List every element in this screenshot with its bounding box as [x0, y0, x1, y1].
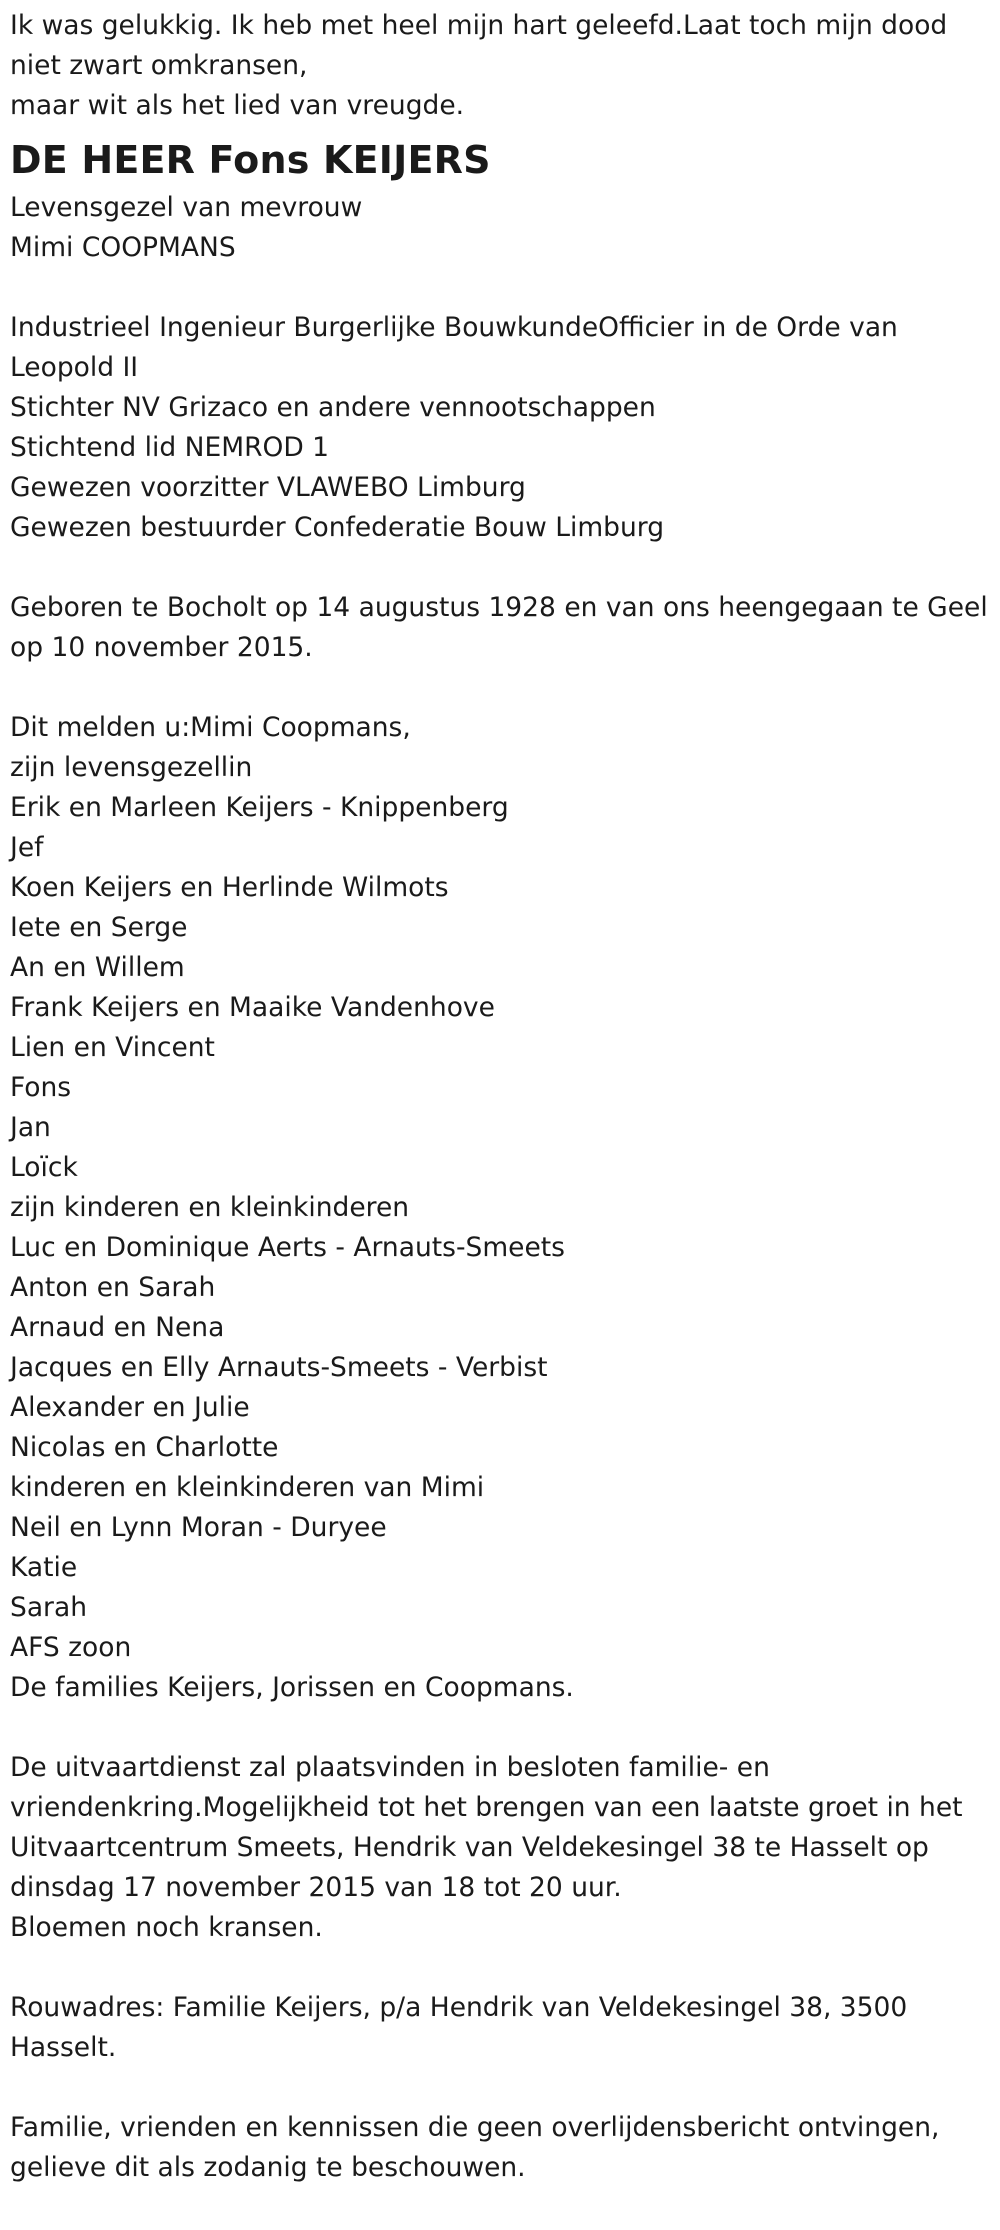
family-section	[10, 708, 990, 1708]
family-line: Jan	[10, 1112, 51, 1143]
function-line: Industrieel Ingenieur Burgerlijke BouwkundeOfficier in de Orde van	[10, 312, 898, 343]
family-line: Neil en Lynn Moran - Duryee	[10, 1512, 387, 1543]
quote-line: niet zwart omkransen,	[10, 50, 308, 81]
family-line: kinderen en kleinkinderen van Mimi	[10, 1472, 485, 1503]
family-line: Loïck	[10, 1152, 78, 1183]
family-line: Nicolas en Charlotte	[10, 1432, 279, 1463]
spacer	[10, 1948, 990, 1988]
closing-line: Familie, vrienden en kennissen die geen overlijdensbericht ontvingen,	[10, 2112, 940, 2143]
funeral-line: Uitvaartcentrum Smeets, Hendrik van Veldekesingel 38 te Hasselt op	[10, 1832, 929, 1863]
family-line: Lien en Vincent	[10, 1032, 215, 1063]
family-line: Fons	[10, 1072, 72, 1103]
family-line: zijn kinderen en kleinkinderen	[10, 1192, 410, 1223]
funeral-line: De uitvaartdienst zal plaatsvinden in besloten familie- en	[10, 1752, 770, 1783]
family-line: Erik en Marleen Keijers - Knippenberg	[10, 792, 509, 823]
closing-section	[10, 2108, 990, 2188]
funeral-line: dinsdag 17 november 2015 van 18 tot 20 uur.	[10, 1872, 622, 1903]
quote-line: Ik was gelukkig. Ik heb met heel mijn hart geleefd.Laat toch mijn dood	[10, 10, 948, 41]
spacer	[10, 1708, 990, 1748]
family-line: Jef	[10, 832, 44, 863]
family-line: Katie	[10, 1552, 78, 1583]
function-line: Stichtend lid NEMROD 1	[10, 432, 330, 463]
birth-death-line: op 10 november 2015.	[10, 632, 313, 663]
family-line: Arnaud en Nena	[10, 1312, 225, 1343]
address-line: Hasselt.	[10, 2032, 117, 2063]
address-line: Rouwadres: Familie Keijers, p/a Hendrik van Veldekesingel 38, 3500	[10, 1992, 908, 2023]
funeral-section	[10, 1748, 990, 1948]
quote-line: maar wit als het lied van vreugde.	[10, 90, 465, 121]
spacer	[10, 268, 990, 308]
function-line: Stichter NV Grizaco en andere vennootschappen	[10, 392, 656, 423]
spacer	[10, 668, 990, 708]
address-section	[10, 1988, 990, 2068]
spacer	[10, 548, 990, 588]
family-line: Sarah	[10, 1592, 87, 1623]
family-line: AFS zoon	[10, 1632, 132, 1663]
opening-quote	[10, 6, 990, 126]
family-line: Anton en Sarah	[10, 1272, 216, 1303]
family-line: De families Keijers, Jorissen en Coopmans.	[10, 1672, 574, 1703]
titles-functions-section	[10, 308, 990, 548]
family-line: Dit melden u:Mimi Coopmans,	[10, 712, 411, 743]
family-line: An en Willem	[10, 952, 185, 983]
spacer	[10, 2068, 990, 2108]
function-line: Gewezen bestuurder Confederatie Bouw Limburg	[10, 512, 665, 543]
family-line: Jacques en Elly Arnauts-Smeets - Verbist	[10, 1352, 548, 1383]
funeral-line: vriendenkring.Mogelijkheid tot het brengen van een laatste groet in het	[10, 1792, 963, 1823]
funeral-line: Bloemen noch kransen.	[10, 1912, 323, 1943]
partner-section	[10, 188, 990, 268]
family-line: Iete en Serge	[10, 912, 188, 943]
deceased-name-title: DE HEER Fons KEIJERS	[10, 138, 491, 182]
family-line: zijn levensgezellin	[10, 752, 253, 783]
function-line: Leopold II	[10, 352, 139, 383]
family-line: Frank Keijers en Maaike Vandenhove	[10, 992, 495, 1023]
family-line: Koen Keijers en Herlinde Wilmots	[10, 872, 449, 903]
function-line: Gewezen voorzitter VLAWEBO Limburg	[10, 472, 526, 503]
birth-death-line: Geboren te Bocholt op 14 augustus 1928 en van ons heengegaan te Geel	[10, 592, 988, 623]
family-line: Luc en Dominique Aerts - Arnauts-Smeets	[10, 1232, 565, 1263]
partner-line: Levensgezel van mevrouw	[10, 192, 363, 223]
closing-line: gelieve dit als zodanig te beschouwen.	[10, 2152, 526, 2183]
birth-death-section	[10, 588, 990, 668]
partner-line: Mimi COOPMANS	[10, 232, 236, 263]
family-line: Alexander en Julie	[10, 1392, 250, 1423]
